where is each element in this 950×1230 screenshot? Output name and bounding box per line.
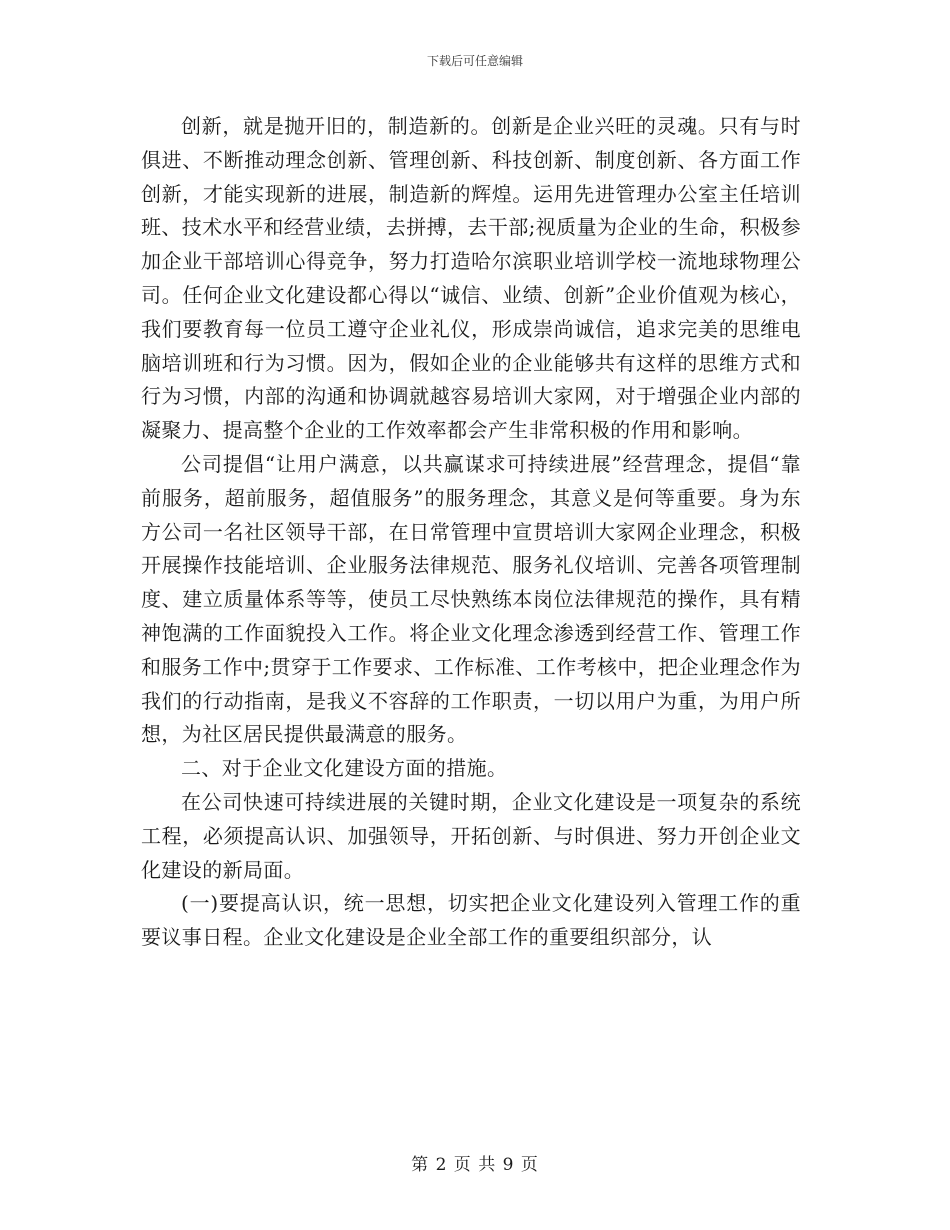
document-body: [141, 110, 801, 955]
page-number: 第 2 页 共 9 页: [411, 1155, 539, 1175]
paragraph-key-period: 在公司快速可持续进展的关键时期，企业文化建设是一项复杂的系统工程，必须提高认识、加强领导，开拓创新、与时俱进、努力开创企业文化建设的新局面。: [141, 789, 801, 882]
page-header-note: 下载后可任意编辑: [426, 54, 523, 68]
paragraph-service-philosophy: 公司提倡“让用户满意，以共赢谋求可持续进展”经营理念，提倡“靠前服务，超前服务，超值服务”的服务理念，其意义是何等重要。身为东方公司一名社区领导干部，在日常管理中宣贯培训大家网企业理念，积极开展操作技能培训、企业服务法律规范、服务礼仪培训、完善各项管理制度、建立质量体系等等，使员工尽快熟练本岗位法律规范的操作，具有精神饱满的工作面貌投入工作。将企业文化理念渗透到经营工作、管理工作和服务工作中;贯穿于工作要求、工作标准、工作考核中，把企业理念作为我们的行动指南，是我义不容辞的工作职责，一切以用户为重，为用户所想，为社区居民提供最满意的服务。: [141, 451, 801, 747]
paragraph-innovation: 创新，就是抛开旧的，制造新的。创新是企业兴旺的灵魂。只有与时俱进、不断推动理念创新、管理创新、科技创新、制度创新、各方面工作创新，才能实现新的进展，制造新的辉煌。运用先进管理办公室主任培训班、技术水平和经营业绩，去拼搏，去干部;视质量为企业的生命，积极参加企业干部培训心得竞争，努力打造哈尔滨职业培训学校一流地球物理公司。任何企业文化建设都心得以“诚信、业绩、创新”企业价值观为核心，我们要教育每一位员工遵守企业礼仪，形成崇尚诚信，追求完美的思维电脑培训班和行为习惯。因为，假如企业的企业能够共有这样的思维方式和行为习惯，内部的沟通和协调就越容易培训大家网，对于增强企业内部的凝聚力、提高整个企业的工作效率都会产生非常积极的作用和影响。: [141, 114, 801, 443]
section-heading-measures: 二、对于企业文化建设方面的措施。: [181, 756, 508, 781]
paragraph-raise-awareness: (一)要提高认识，统一思想，切实把企业文化建设列入管理工作的重要议事日程。企业文化建设是企业全部工作的重要组织部分，认: [141, 891, 801, 950]
